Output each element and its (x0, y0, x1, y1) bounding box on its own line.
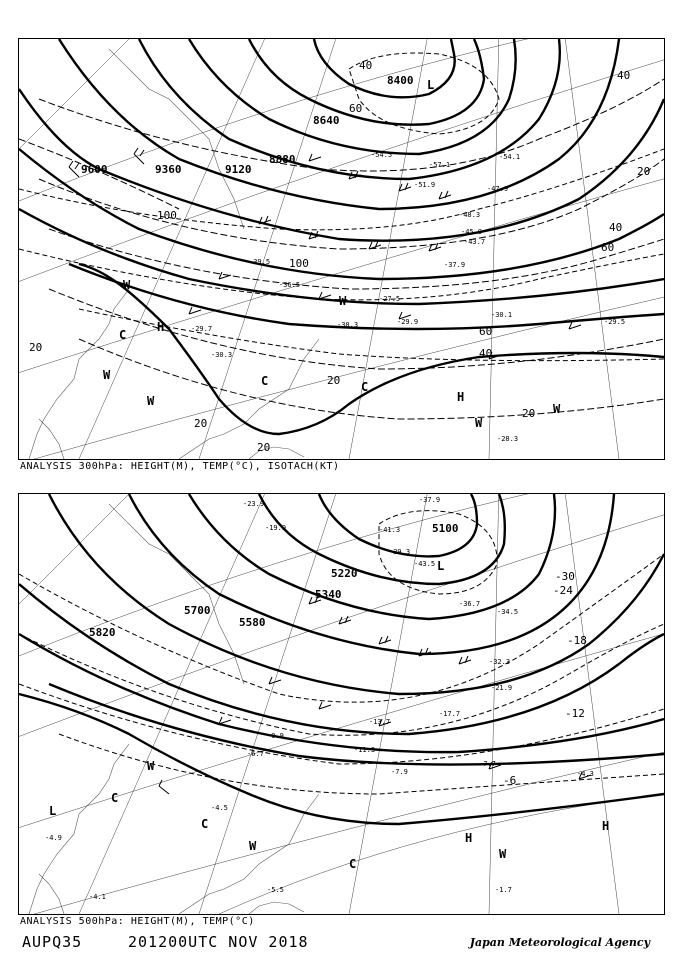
warm-center: W (499, 847, 507, 861)
cold-center: C (201, 817, 209, 831)
isotach-label: 40 (479, 347, 493, 360)
station-value: -39.5 (249, 258, 271, 266)
map-500hpa (19, 494, 664, 914)
station-value: -51.9 (414, 181, 436, 189)
isotach-label: 60 (601, 241, 615, 254)
station-value: -6.7 (247, 750, 264, 758)
coastlines (29, 49, 319, 459)
station-value: -21.9 (491, 684, 513, 692)
height-label: 5220 (331, 567, 358, 580)
station-value: -48.3 (459, 211, 481, 219)
map-300hpa (19, 39, 664, 459)
height-contours (19, 494, 664, 824)
station-value: -37.9 (444, 261, 466, 269)
station-value: -17.7 (439, 710, 461, 718)
warm-center: W (123, 278, 131, 292)
station-value: -45.9 (461, 228, 483, 236)
station-value: -30.1 (491, 311, 513, 319)
height-label: 5100 (432, 522, 459, 535)
warm-center: W (103, 368, 111, 382)
station-value: -4.1 (89, 893, 106, 901)
height-label: 5340 (315, 588, 342, 601)
height-label: 8640 (313, 114, 340, 127)
isotach-label: 20 (327, 374, 341, 387)
isotach-label: 20 (522, 407, 536, 420)
valid-time: 201200UTC NOV 2018 (128, 933, 309, 951)
station-value: -1.7 (495, 886, 512, 894)
station-value: -5.5 (267, 886, 284, 894)
station-value: -4.9 (45, 834, 62, 842)
height-label: 9360 (155, 163, 182, 176)
isotach-label: 40 (609, 221, 623, 234)
station-value: -27.5 (379, 295, 401, 303)
station-value: -29.7 (191, 325, 213, 333)
cold-center: C (261, 374, 269, 388)
cold-center: C (349, 857, 357, 871)
station-value: -39.3 (389, 548, 411, 556)
caption-300hpa: ANALYSIS 300hPa: HEIGHT(M), TEMP(°C), ISOTACH(KT) (20, 461, 340, 472)
station-value: -28.3 (497, 435, 519, 443)
cold-center: C (361, 380, 369, 394)
low-center: L (437, 559, 445, 573)
station-values (45, 496, 594, 901)
isotherm-label: -6 (503, 774, 517, 787)
warm-center: W (339, 294, 347, 308)
height-label: 8400 (387, 74, 414, 87)
warm-center: W (147, 759, 155, 773)
station-value: -4.5 (211, 804, 228, 812)
station-value: -30.3 (211, 351, 233, 359)
graticule (19, 494, 664, 914)
high-center: H (457, 390, 465, 404)
cold-center: C (119, 328, 127, 342)
agency-name: Japan Meteorological Agency (469, 936, 650, 949)
isotach-label: 40 (617, 69, 631, 82)
low-center: L (427, 78, 435, 92)
isotherm-label: -12 (565, 707, 585, 720)
warm-center: W (475, 416, 483, 430)
isotherm-label: -30 (555, 570, 575, 583)
cold-center: C (111, 791, 119, 805)
warm-center: W (553, 402, 561, 416)
warm-center: W (249, 839, 257, 853)
isotach-label: 60 (479, 325, 493, 338)
isotach-label: 40 (359, 59, 373, 72)
isotach-label: 20 (637, 165, 651, 178)
low-center: L (49, 804, 57, 818)
station-value: -7.9 (391, 768, 408, 776)
station-value: -7.7 (479, 760, 496, 768)
station-value: -30.3 (337, 321, 359, 329)
station-value: -32.3 (489, 658, 511, 666)
station-value: -47.9 (487, 185, 509, 193)
station-value: -29.9 (397, 318, 419, 326)
station-value: -23.9 (243, 500, 265, 508)
high-center: H (157, 320, 165, 334)
caption-500hpa: ANALYSIS 500hPa: HEIGHT(M), TEMP(°C) (20, 916, 255, 927)
station-value: -36.7 (459, 600, 481, 608)
station-value: -41.3 (379, 526, 401, 534)
station-value: -43.7 (464, 238, 486, 246)
chart-500hpa (18, 493, 665, 915)
station-value: -43.5 (414, 560, 436, 568)
station-value: -34.5 (497, 608, 519, 616)
isotherms (19, 511, 664, 794)
height-label: 9120 (225, 163, 252, 176)
isotach-label: 20 (29, 341, 43, 354)
station-value: -37.9 (419, 496, 441, 504)
station-value: -9.9 (267, 732, 284, 740)
isotach-label: 20 (194, 417, 208, 430)
station-value: -54.1 (499, 153, 521, 161)
station-value: -19.9 (265, 524, 287, 532)
chart-id: AUPQ35 (22, 933, 83, 951)
wind-barbs (159, 596, 591, 794)
isotach-label: 20 (257, 441, 271, 454)
station-value: -11.3 (354, 746, 376, 754)
isotachs (19, 79, 664, 419)
height-contours (19, 39, 664, 434)
warm-center: W (147, 394, 155, 408)
station-value: -57.1 (429, 161, 451, 169)
isotherm-label: -24 (553, 584, 573, 597)
station-value: -36.5 (279, 281, 301, 289)
station-value: -29.5 (604, 318, 626, 326)
high-center: H (602, 819, 610, 833)
isotach-label: 60 (349, 102, 363, 115)
isotach-label: 100 (289, 257, 309, 270)
high-center: H (465, 831, 473, 845)
station-value: -13.7 (369, 718, 391, 726)
height-label: 5820 (89, 626, 116, 639)
isotach-label: 100 (157, 209, 177, 222)
station-value: -4.3 (577, 770, 594, 778)
chart-300hpa (18, 38, 665, 460)
station-value: -54.5 (371, 151, 393, 159)
height-label: 5700 (184, 604, 211, 617)
isotherm-label: -18 (567, 634, 587, 647)
height-label: 5580 (239, 616, 266, 629)
height-label: 9600 (81, 163, 108, 176)
height-label: 8880 (269, 153, 296, 166)
